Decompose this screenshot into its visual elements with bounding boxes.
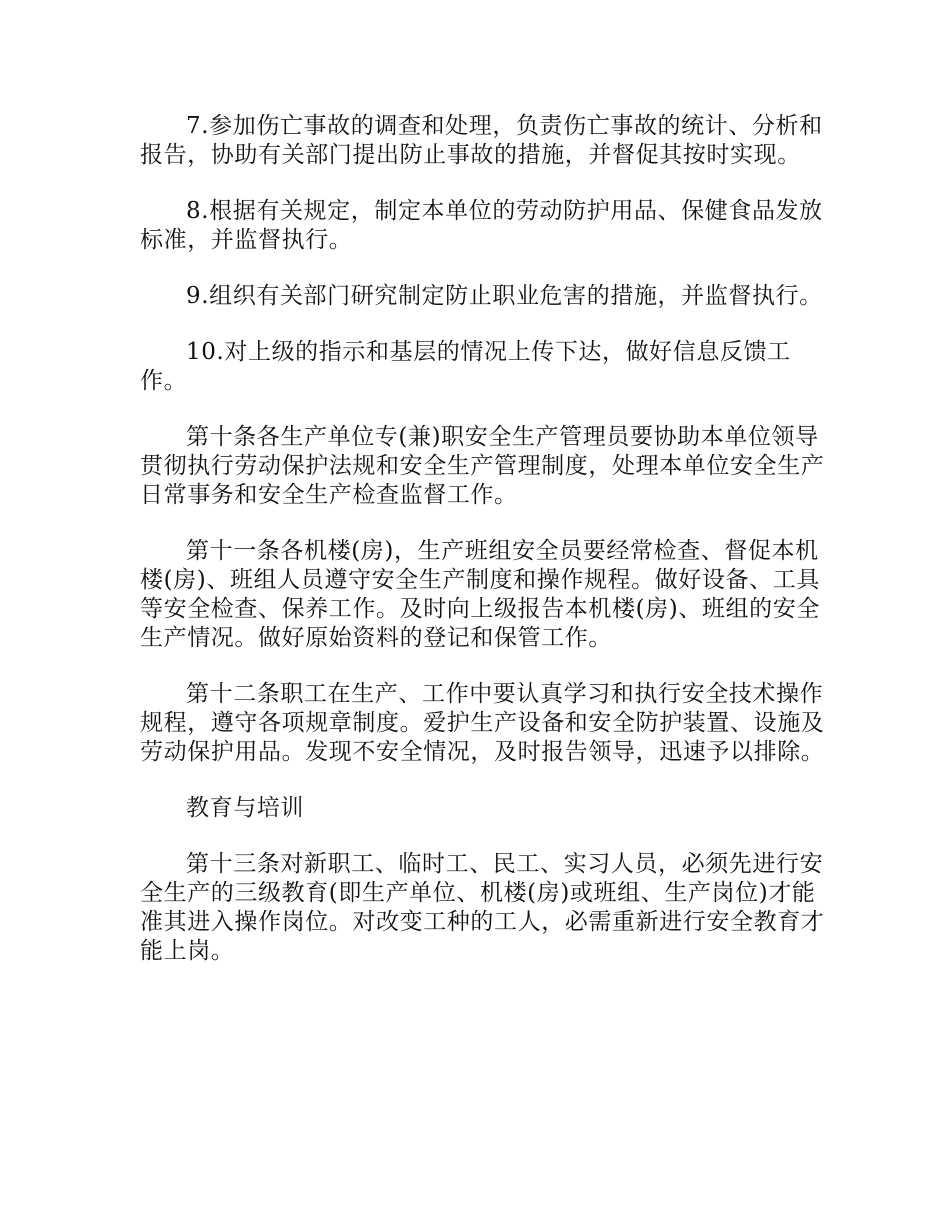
paragraph-article-11: 第十一条各机楼(房)，生产班组安全员要经常检查、督促本机楼(房)、班组人员遵守安全生产制度和操作规程。做好设备、工具等安全检查、保养工作。及时向上级报告本机楼(房)、班组的安全生产情况。做好原始资料的登记和保管工作。 — [140, 538, 820, 651]
document-body — [140, 112, 830, 993]
paragraph-article-10: 第十条各生产单位专(兼)职安全生产管理员要协助本单位领导贯彻执行劳动保护法规和安全生产管理制度，处理本单位安全生产日常事务和安全生产检查监督工作。 — [140, 424, 825, 508]
paragraph-item-7: 7.参加伤亡事故的调查和处理，负责伤亡事故的统计、分析和报告，协助有关部门提出防止事故的措施，并督促其按时实现。 — [140, 113, 823, 168]
paragraph-item-10: 10.对上级的指示和基层的情况上传下达，做好信息反馈工作。 — [140, 339, 791, 394]
paragraph-item-8: 8.根据有关规定，制定本单位的劳动防护用品、保健食品发放标准，并监督执行。 — [140, 198, 823, 253]
paragraph-article-13: 第十三条对新职工、临时工、民工、实习人员，必须先进行安全生产的三级教育(即生产单位、机楼(房)或班组、生产岗位)才能准其进入操作岗位。对改变工种的工人，必需重新进行安全教育才能上岗。 — [140, 851, 825, 964]
section-heading: 教育与培训 — [186, 795, 304, 821]
paragraph-article-12: 第十二条职工在生产、工作中要认真学习和执行安全技术操作规程，遵守各项规章制度。爱护生产设备和安全防护装置、设施及劳动保护用品。发现不安全情况，及时报告领导，迅速予以排除。 — [140, 681, 825, 765]
paragraph-item-9: 9.组织有关部门研究制定防止职业危害的措施，并监督执行。 — [186, 283, 823, 309]
